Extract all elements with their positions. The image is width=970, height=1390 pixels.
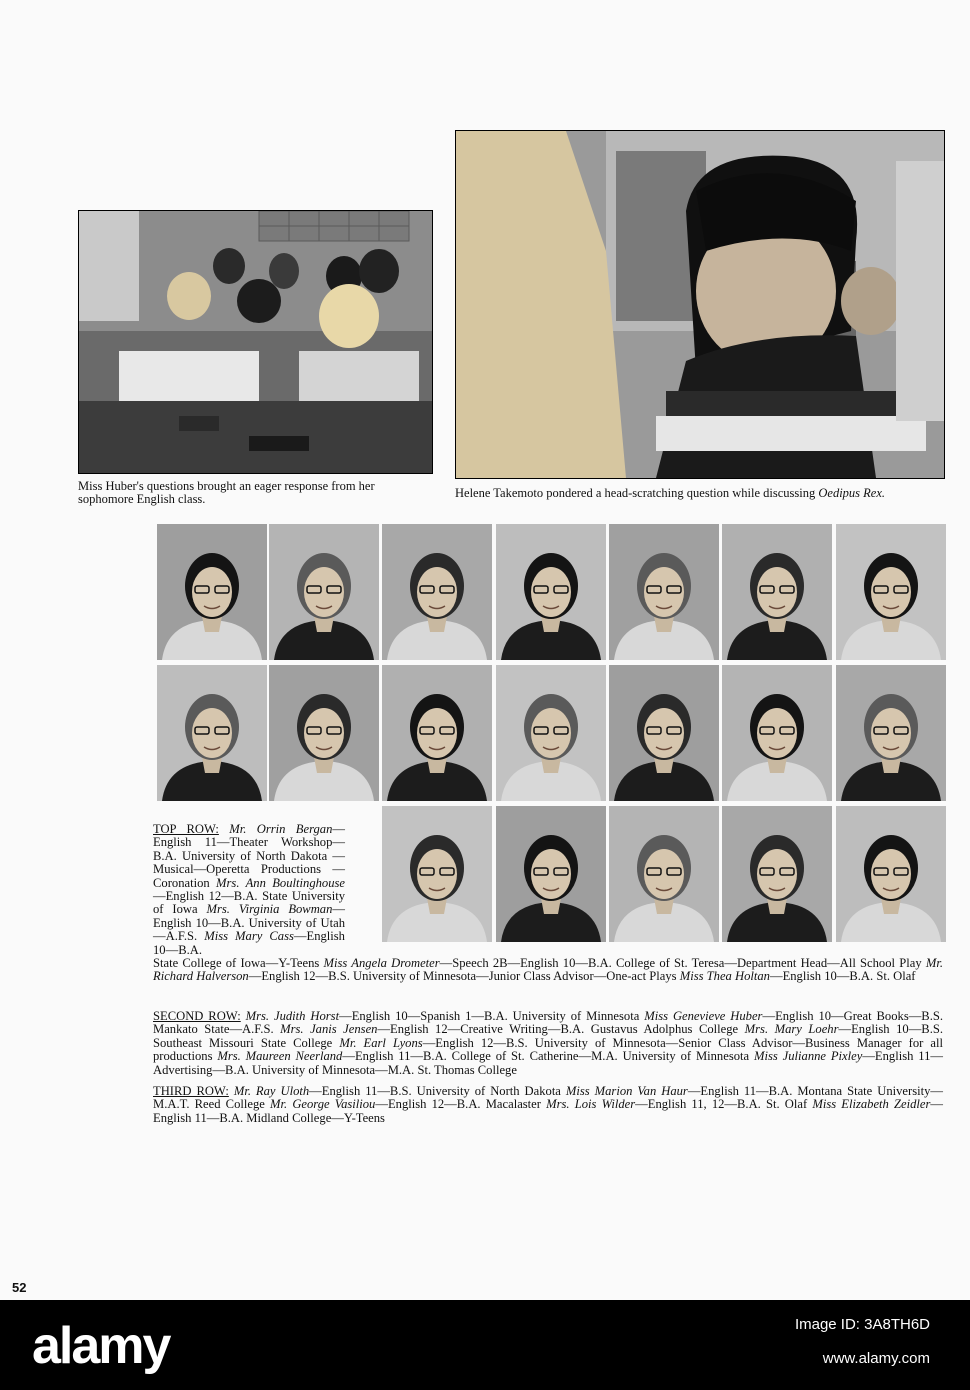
faculty-name: Mr. Orrin Bergan [229,822,333,836]
faculty-portrait [496,806,606,942]
faculty-portrait [609,524,719,660]
top-row-entries [153,822,345,957]
faculty-credentials: —English 10—B.A. [153,929,345,957]
classroom-photo [78,210,433,474]
faculty-portrait [382,524,492,660]
top-row-text-narrow [153,823,345,957]
faculty-name: Mr. George Vasiliou [270,1097,376,1112]
faculty-portrait [609,806,719,942]
faculty-portrait [157,524,267,660]
faculty-portrait [609,665,719,801]
faculty-name: Mrs. Ann Boultinghouse [216,875,345,890]
faculty-credentials: —English 11—B.A. Montana State University—M.A.T. Reed College [153,1084,943,1112]
top-row-label: TOP ROW: [153,822,219,836]
faculty-portrait [382,806,492,942]
faculty-portrait [496,665,606,801]
faculty-name: Miss Julianne Pixley [753,1049,863,1064]
faculty-portrait [496,524,606,660]
faculty-credentials: —Speech 2B—English 10—B.A. College of St. Teresa—Department Head—All School Play [439,956,926,970]
faculty-credentials: —English 12—B.S. University of Minnesota—Junior Class Advisor—One-act Plays [248,969,680,984]
faculty-name: Mr. Ray Uloth [233,1084,310,1098]
faculty-name: Mrs. Virginia Bowman [206,902,333,917]
stock-watermark-bar [0,1300,970,1390]
faculty-portrait [722,665,832,801]
faculty-credentials [219,822,229,836]
top-row-text-cont [153,957,943,984]
faculty-name: Miss Mary Cass [204,929,294,944]
faculty-credentials: —English 10—Spanish 1—B.A. University of Minnesota [339,1009,645,1023]
faculty-credentials: —English 12—B.A. State University of Iowa [153,889,345,917]
faculty-name: Mrs. Mary Loehr [744,1022,839,1037]
faculty-credentials: —English 11—Theater Workshop—B.A. University of North Dakota —Musical—Operetta Productions —Coronation [153,822,345,890]
third-row-entries [153,1084,943,1125]
faculty-portrait [157,665,267,801]
student-photo-caption [455,487,955,500]
alamy-logo: alamy [32,1317,170,1375]
faculty-credentials: —English 11—B.A. Midland College—Y-Teens [153,1097,943,1125]
third-row-label: THIRD ROW: [153,1084,229,1098]
faculty-credentials: —English 10—B.A. St. Olaf [769,969,916,984]
student-photo [455,130,945,479]
faculty-name: Mr. Earl Lyons [339,1035,423,1050]
faculty-portrait [722,524,832,660]
faculty-credentials: —English 12—B.A. Macalaster [375,1097,547,1112]
top-row-entries-cont [153,956,943,983]
faculty-credentials: —English 11—B.S. University of North Dakota [309,1084,566,1098]
faculty-name: Mrs. Lois Wilder [546,1097,636,1112]
faculty-portrait [836,806,946,942]
faculty-name: Mr. Richard Halverson [153,956,943,984]
faculty-name: Miss Angela Drometer [323,956,440,970]
faculty-portrait [382,665,492,801]
image-id: Image ID: 3A8TH6D [794,1316,930,1333]
faculty-name: Mrs. Judith Horst [245,1009,340,1023]
faculty-name: Miss Marion Van Haur [565,1084,688,1098]
student-caption-title: Oedipus Rex. [818,486,886,500]
faculty-credentials: —English 12—Creative Writing—B.A. Gustavus Adolphus College [377,1022,745,1037]
second-row-text [153,1010,943,1077]
faculty-portrait [836,665,946,801]
faculty-credentials: —English 10—B.S. Southeast Missouri State College [153,1022,943,1050]
faculty-name: Miss Genevieve Huber [644,1009,763,1023]
faculty-credentials: —English 10—Great Books—B.S. Mankato State—A.F.S. [153,1009,944,1037]
faculty-portrait [722,806,832,942]
faculty-credentials: —English 11—Advertising—B.A. University of Minnesota—M.A. St. Thomas College [153,1049,943,1077]
second-row-entries [153,1009,943,1077]
faculty-portrait [269,524,379,660]
faculty-credentials: —English 11—B.A. College of St. Catherine—M.A. University of Minnesota [342,1049,754,1064]
faculty-credentials: —English 10—B.A. University of Utah—A.F.S. [153,902,345,944]
faculty-name: Mrs. Janis Jensen [280,1022,378,1037]
faculty-name: Mrs. Maureen Neerland [217,1049,343,1064]
page-number: 52 [12,1280,27,1295]
faculty-credentials: —English 11, 12—B.A. St. Olaf [635,1097,813,1112]
third-row-text [153,1085,943,1125]
faculty-name: Miss Thea Holtan [679,969,770,984]
faculty-credentials: —English 12—B.S. University of Minnesota—Senior Class Advisor—Business Manager for all productions [153,1035,943,1064]
student-caption-text: Helene Takemoto pondered a head-scratching question while discussing [455,486,819,500]
faculty-portrait [836,524,946,660]
second-row-label: SECOND ROW: [153,1009,241,1023]
faculty-portrait [269,665,379,801]
classroom-photo-caption: Miss Huber's questions brought an eager response from her sophomore English class. [78,479,375,506]
faculty-credentials: State College of Iowa—Y-Teens [153,956,324,970]
site-url: www.alamy.com [822,1350,930,1367]
faculty-name: Miss Elizabeth Zeidler [812,1097,931,1112]
